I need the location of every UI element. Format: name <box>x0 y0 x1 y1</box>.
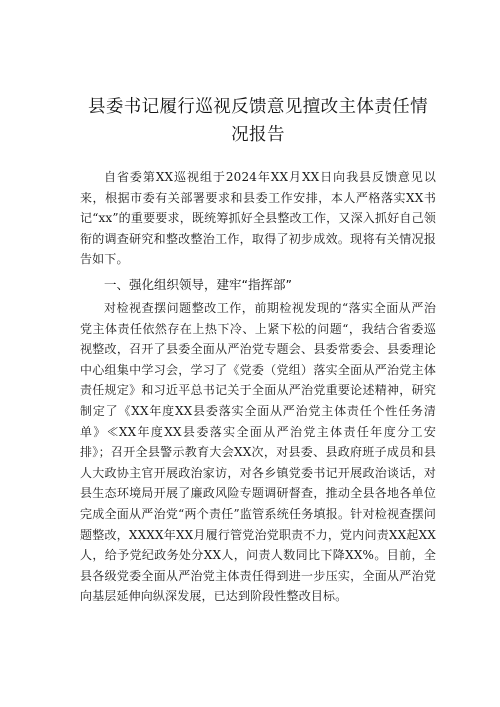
section-1-paragraph: 对检视查摆问题整改工作，前期检视发现的“落实全面从严治党主体责任依然存在上热下冷、上紧下松的问题“，我结合省委巡视整改，召开了县委全面从严治党专题会、县委常委会、县委理论中心组集中学习会，学习了《党委（党组）落实全面从严治党主体责任规定》和习近平总书记关于全面从严治党重要论述精神，研究制定了《XX年度XX县委落实全面从严治党主体责任个性任务清单》≪XX年度XX县委落实全面从严治党主体责任年度分工安排》；召开全县警示教育大会XX次，对县委、县政府班子成员和县人大政协主官开展政治家访，对各乡镇党委书记开展政治谈话，对县生态环境局开展了廉政风险专题调研督查，推动全县各地各单位完成全面从严治党“两个责任”监管系统任务填报。针对检视查摆问题整改，XXXX年XX月履行管党治党职责不力，党内问责XX起XX人，给予党纪政务处分XX人，问责人数同比下降XX%。目前，全县各级党委全面从严治党主体责任得到进一步压实，全面从严治党向基层延伸向纵深发展，已达到阶段性整改目标。 <box>80 300 436 604</box>
intro-paragraph: 自省委第XX巡视组于2024年XX月XX日向我县反馈意见以来，根据市委有关部署要求和县委工作安排，本人严格落实XX书记“xx”的重要要求，既统筹抓好全县整改工作，又深入抓好自己领衔的调查研究和整改整治工作，取得了初步成效。现将有关情况报告如下。 <box>80 170 436 267</box>
document-title: 县委书记履行巡视反馈意见擅改主体责任情况报告 <box>87 97 429 145</box>
section-heading-1: 一、强化组织领导，建牢“指挥部” <box>104 276 292 292</box>
